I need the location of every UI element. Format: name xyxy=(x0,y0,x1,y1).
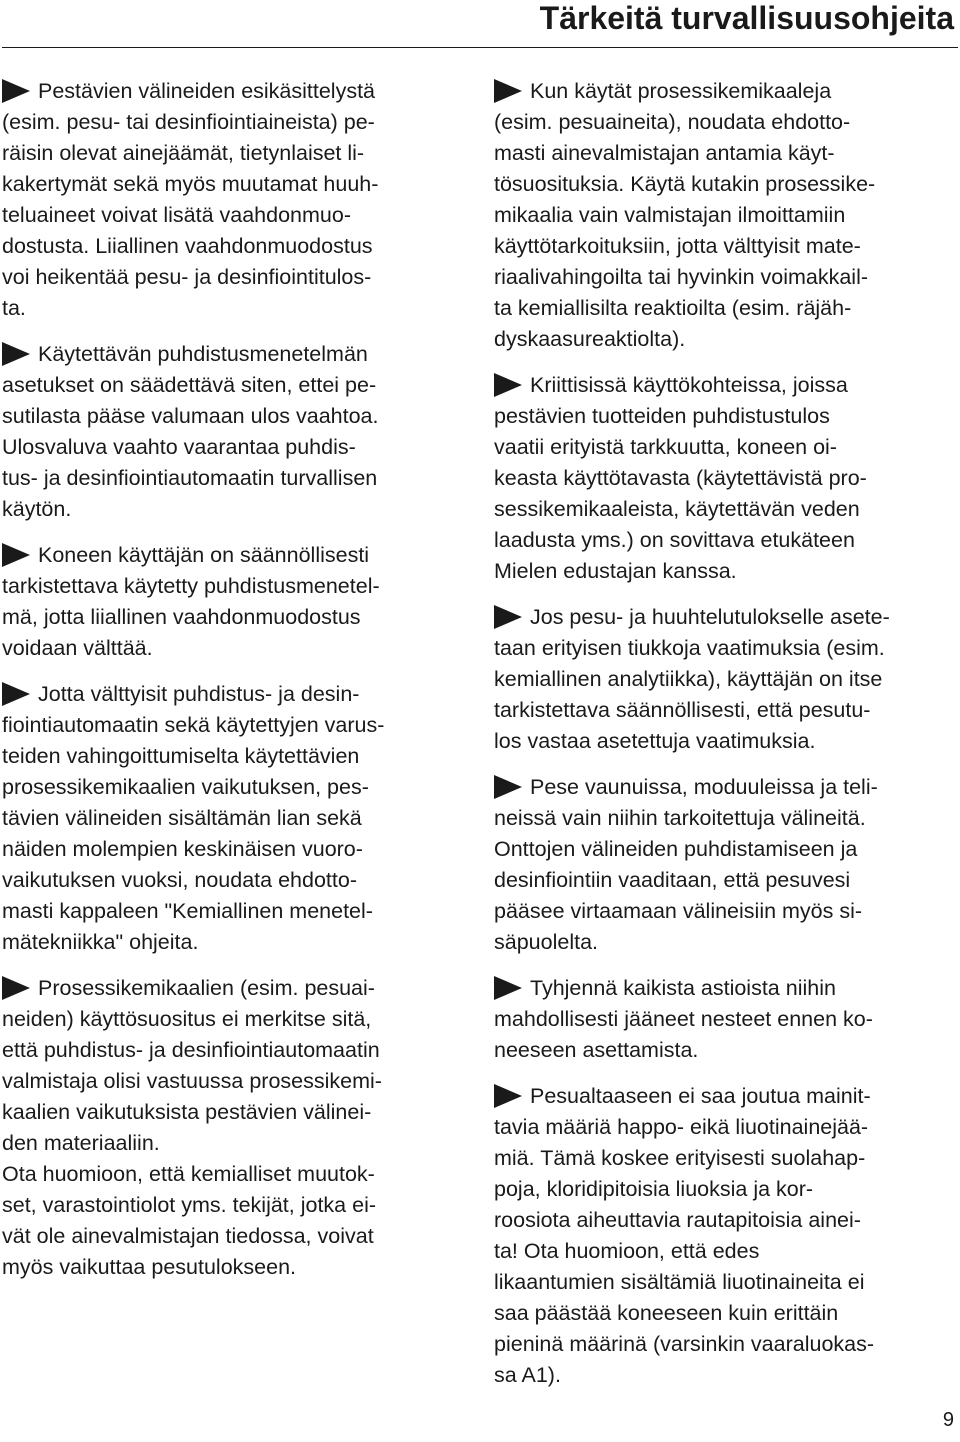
text-line xyxy=(2,571,464,602)
text-line xyxy=(2,633,464,664)
text-line xyxy=(2,107,464,138)
text-line xyxy=(2,370,464,401)
line-text: los vastaa asetettuja vaatimuksia. xyxy=(494,729,816,753)
text-line xyxy=(494,865,956,896)
text-line xyxy=(2,927,464,958)
line-text: keasta käyttötavasta (käytettävistä pro- xyxy=(494,466,867,490)
text-line xyxy=(494,633,956,664)
text-line xyxy=(2,1128,464,1159)
text-line xyxy=(494,1081,956,1112)
line-text: taan erityisen tiukkoja vaatimuksia (esim. xyxy=(494,636,885,660)
line-text: prosessikemikaalien vaikutuksen, pes- xyxy=(2,775,369,799)
line-text: roosiota aiheuttavia rautapitoisia ainei- xyxy=(494,1208,861,1232)
line-text: desinfiointiin vaaditaan, että pesuvesi xyxy=(494,868,851,892)
line-text: ta kemiallisilta reaktioilta (esim. räjäh- xyxy=(494,296,852,320)
text-line xyxy=(2,76,464,107)
line-text: set, varastointiolot yms. tekijät, jotka ei- xyxy=(2,1193,377,1217)
text-line xyxy=(2,494,464,525)
text-line xyxy=(494,664,956,695)
text-line xyxy=(494,602,956,633)
line-text: Pesualtaaseen ei saa joutua mainit- xyxy=(530,1084,871,1108)
text-line xyxy=(2,463,464,494)
text-line xyxy=(2,200,464,231)
line-text: Mielen edustajan kanssa. xyxy=(494,559,737,583)
line-text: Kriittisissä käyttökohteissa, joissa xyxy=(530,373,848,397)
text-line xyxy=(2,339,464,370)
text-line xyxy=(2,1221,464,1252)
text-line xyxy=(2,432,464,463)
instruction-paragraph xyxy=(2,76,464,324)
text-line xyxy=(494,772,956,803)
arrow-icon xyxy=(2,342,30,366)
line-text: kemiallinen analytiikka), käyttäjän on itse xyxy=(494,667,883,691)
text-line xyxy=(2,679,464,710)
line-text: sa A1). xyxy=(494,1363,561,1387)
arrow-icon xyxy=(494,79,522,103)
line-text: sessikemikaaleista, käytettävän veden xyxy=(494,497,860,521)
text-line xyxy=(2,401,464,432)
line-text: Pese vaunuissa, moduuleissa ja teli- xyxy=(530,775,878,799)
text-line xyxy=(2,896,464,927)
line-text: ta! Ota huomioon, että edes xyxy=(494,1239,760,1263)
line-text: Koneen käyttäjän on säännöllisesti xyxy=(38,543,370,567)
right-column xyxy=(494,76,956,1406)
line-text: Ota huomioon, että kemialliset muutok- xyxy=(2,1162,375,1186)
line-text: poja, kloridipitoisia liuoksia ja kor- xyxy=(494,1177,814,1201)
line-text: saa päästää koneeseen kuin erittäin xyxy=(494,1301,839,1325)
line-text: Tyhjennä kaikista astioista niihin xyxy=(530,976,836,1000)
instruction-paragraph xyxy=(2,540,464,664)
text-line xyxy=(494,1112,956,1143)
line-text: tarkistettava säännöllisesti, että pesutu- xyxy=(494,698,871,722)
text-line xyxy=(2,741,464,772)
left-column xyxy=(2,76,464,1298)
line-text: Jos pesu- ja huuhtelutulokselle asete- xyxy=(530,605,890,629)
text-line xyxy=(494,1360,956,1391)
line-text: voidaan välttää. xyxy=(2,636,153,660)
text-line xyxy=(494,1298,956,1329)
line-text: likaantumien sisältämiä liuotinaineita ei xyxy=(494,1270,865,1294)
text-line xyxy=(494,169,956,200)
line-text: Onttojen välineiden puhdistamiseen ja xyxy=(494,837,858,861)
line-text: mahdollisesti jääneet nesteet ennen ko- xyxy=(494,1007,873,1031)
instruction-paragraph xyxy=(494,973,956,1066)
instruction-paragraph xyxy=(494,1081,956,1391)
line-text: että puhdistus- ja desinfiointiautomaatin xyxy=(2,1038,380,1062)
text-line xyxy=(494,324,956,355)
text-line xyxy=(2,803,464,834)
line-text: masti ainevalmistajan antamia käyt- xyxy=(494,141,835,165)
line-text: mä, jotta liiallinen vaahdonmuodostus xyxy=(2,605,361,629)
line-text: vät ole ainevalmistajan tiedossa, voivat xyxy=(2,1224,374,1248)
line-text: dyskaasureaktiolta). xyxy=(494,327,686,351)
text-line xyxy=(494,463,956,494)
line-text: (esim. pesuaineita), noudata ehdotto- xyxy=(494,110,851,134)
instruction-paragraph xyxy=(494,772,956,958)
text-line xyxy=(494,726,956,757)
text-line xyxy=(494,803,956,834)
text-line xyxy=(494,1174,956,1205)
arrow-icon xyxy=(2,79,30,103)
line-text: vaatii erityistä tarkkuutta, koneen oi- xyxy=(494,435,837,459)
text-line xyxy=(2,834,464,865)
text-line xyxy=(2,1097,464,1128)
text-line xyxy=(494,138,956,169)
arrow-icon xyxy=(2,682,30,706)
instruction-paragraph xyxy=(494,370,956,587)
text-line xyxy=(494,494,956,525)
line-text: fiointiautomaatin sekä käytettyjen varus- xyxy=(2,713,385,737)
line-text: Kun käytät prosessikemikaaleja xyxy=(530,79,832,103)
text-line xyxy=(2,710,464,741)
line-text: Pestävien välineiden esikäsittelystä xyxy=(38,79,376,103)
text-line xyxy=(2,138,464,169)
text-line xyxy=(494,107,956,138)
text-line xyxy=(2,169,464,200)
text-line xyxy=(2,602,464,633)
text-line xyxy=(2,231,464,262)
arrow-icon xyxy=(494,373,522,397)
line-text: (esim. pesu- tai desinfiointiaineista) pe- xyxy=(2,110,375,134)
line-text: Jotta välttyisit puhdistus- ja desin- xyxy=(38,682,360,706)
line-text: säpuolelta. xyxy=(494,930,598,954)
instruction-paragraph xyxy=(2,973,464,1159)
line-text: tävien välineiden sisältämän lian sekä xyxy=(2,806,362,830)
instruction-paragraph xyxy=(2,679,464,958)
text-line xyxy=(494,896,956,927)
line-text: Prosessikemikaalien (esim. pesuai- xyxy=(38,976,375,1000)
text-line xyxy=(494,1267,956,1298)
page-number: 9 xyxy=(942,1409,954,1431)
text-line xyxy=(494,1205,956,1236)
instruction-paragraph xyxy=(494,76,956,355)
text-line xyxy=(2,1252,464,1283)
arrow-icon xyxy=(2,543,30,567)
text-line xyxy=(494,293,956,324)
line-text: mätekniikka" ohjeita. xyxy=(2,930,199,954)
line-text: neiden) käyttösuositus ei merkitse sitä, xyxy=(2,1007,372,1031)
text-line xyxy=(2,1190,464,1221)
text-line xyxy=(494,76,956,107)
line-text: näiden molempien keskinäisen vuoro- xyxy=(2,837,363,861)
text-line xyxy=(494,1004,956,1035)
line-text: pääsee virtaamaan välineisiin myös si- xyxy=(494,899,863,923)
line-text: teluaineet voivat lisätä vaahdonmuo- xyxy=(2,203,351,227)
line-text: pieninä määrinä (varsinkin vaaraluokas- xyxy=(494,1332,875,1356)
text-line xyxy=(2,1004,464,1035)
text-line xyxy=(2,772,464,803)
text-line xyxy=(2,1159,464,1190)
line-text: masti kappaleen "Kemiallinen menetel- xyxy=(2,899,373,923)
line-text: kaalien vaikutuksista pestävien välinei- xyxy=(2,1100,372,1124)
instruction-paragraph xyxy=(494,602,956,757)
line-text: laadusta yms.) on sovittava etukäteen xyxy=(494,528,855,552)
text-line xyxy=(494,927,956,958)
header-divider xyxy=(2,47,958,48)
text-line xyxy=(494,432,956,463)
text-line xyxy=(494,834,956,865)
arrow-icon xyxy=(494,605,522,629)
line-text: tavia määriä happo- eikä liuotinainejää- xyxy=(494,1115,869,1139)
text-line xyxy=(2,973,464,1004)
line-text: dostusta. Liiallinen vaahdonmuodostus xyxy=(2,234,373,258)
line-text: tus- ja desinfiointiautomaatin turvallisen xyxy=(2,466,378,490)
line-text: den materiaaliin. xyxy=(2,1131,160,1155)
text-line xyxy=(494,231,956,262)
text-line xyxy=(494,401,956,432)
arrow-icon xyxy=(2,976,30,1000)
line-text: käyttötarkoituksiin, jotta välttyisit mate- xyxy=(494,234,861,258)
text-line xyxy=(494,1035,956,1066)
text-line xyxy=(2,293,464,324)
page-title: Tärkeitä turvallisuusohjeita xyxy=(539,0,954,36)
line-text: räisin olevat ainejäämät, tietynlaiset li- xyxy=(2,141,365,165)
text-line xyxy=(494,695,956,726)
line-text: miä. Tämä koskee erityisesti suolahap- xyxy=(494,1146,866,1170)
text-line xyxy=(494,973,956,1004)
line-text: voi heikentää pesu- ja desinfiointitulos- xyxy=(2,265,372,289)
line-text: vaikutuksen vuoksi, noudata ehdotto- xyxy=(2,868,357,892)
text-line xyxy=(2,865,464,896)
line-text: teiden vahingoittumiselta käytettävien xyxy=(2,744,360,768)
line-text: tösuosituksia. Käytä kutakin prosessike- xyxy=(494,172,876,196)
line-text: riaalivahingoilta tai hyvinkin voimakkail- xyxy=(494,265,869,289)
text-line xyxy=(2,540,464,571)
page-header xyxy=(0,0,960,44)
line-text: neissä vain niihin tarkoitettuja välineitä. xyxy=(494,806,866,830)
text-line xyxy=(494,370,956,401)
text-line xyxy=(2,262,464,293)
line-text: ta. xyxy=(2,296,26,320)
text-line xyxy=(494,200,956,231)
line-text: myös vaikuttaa pesutulokseen. xyxy=(2,1255,296,1279)
line-text: käytön. xyxy=(2,497,72,521)
line-text: kakertymät sekä myös muutamat huuh- xyxy=(2,172,379,196)
text-line xyxy=(494,525,956,556)
text-line xyxy=(494,1329,956,1360)
text-line xyxy=(494,556,956,587)
line-text: sutilasta pääse valumaan ulos vaahtoa. xyxy=(2,404,379,428)
line-text: asetukset on säädettävä siten, ettei pe- xyxy=(2,373,377,397)
line-text: tarkistettava käytetty puhdistusmenetel- xyxy=(2,574,380,598)
arrow-icon xyxy=(494,1084,522,1108)
line-text: neeseen asettamista. xyxy=(494,1038,699,1062)
line-text: pestävien tuotteiden puhdistustulos xyxy=(494,404,830,428)
text-line xyxy=(2,1066,464,1097)
line-text: Käytettävän puhdistusmenetelmän xyxy=(38,342,368,366)
text-line xyxy=(494,1236,956,1267)
arrow-icon xyxy=(494,976,522,1000)
line-text: mikaalia vain valmistajan ilmoittamiin xyxy=(494,203,846,227)
text-line xyxy=(2,1035,464,1066)
text-line xyxy=(494,262,956,293)
instruction-paragraph xyxy=(2,1159,464,1283)
arrow-icon xyxy=(494,775,522,799)
line-text: valmistaja olisi vastuussa prosessikemi- xyxy=(2,1069,382,1093)
text-line xyxy=(494,1143,956,1174)
instruction-paragraph xyxy=(2,339,464,525)
line-text: Ulosvaluva vaahto vaarantaa puhdis- xyxy=(2,435,356,459)
